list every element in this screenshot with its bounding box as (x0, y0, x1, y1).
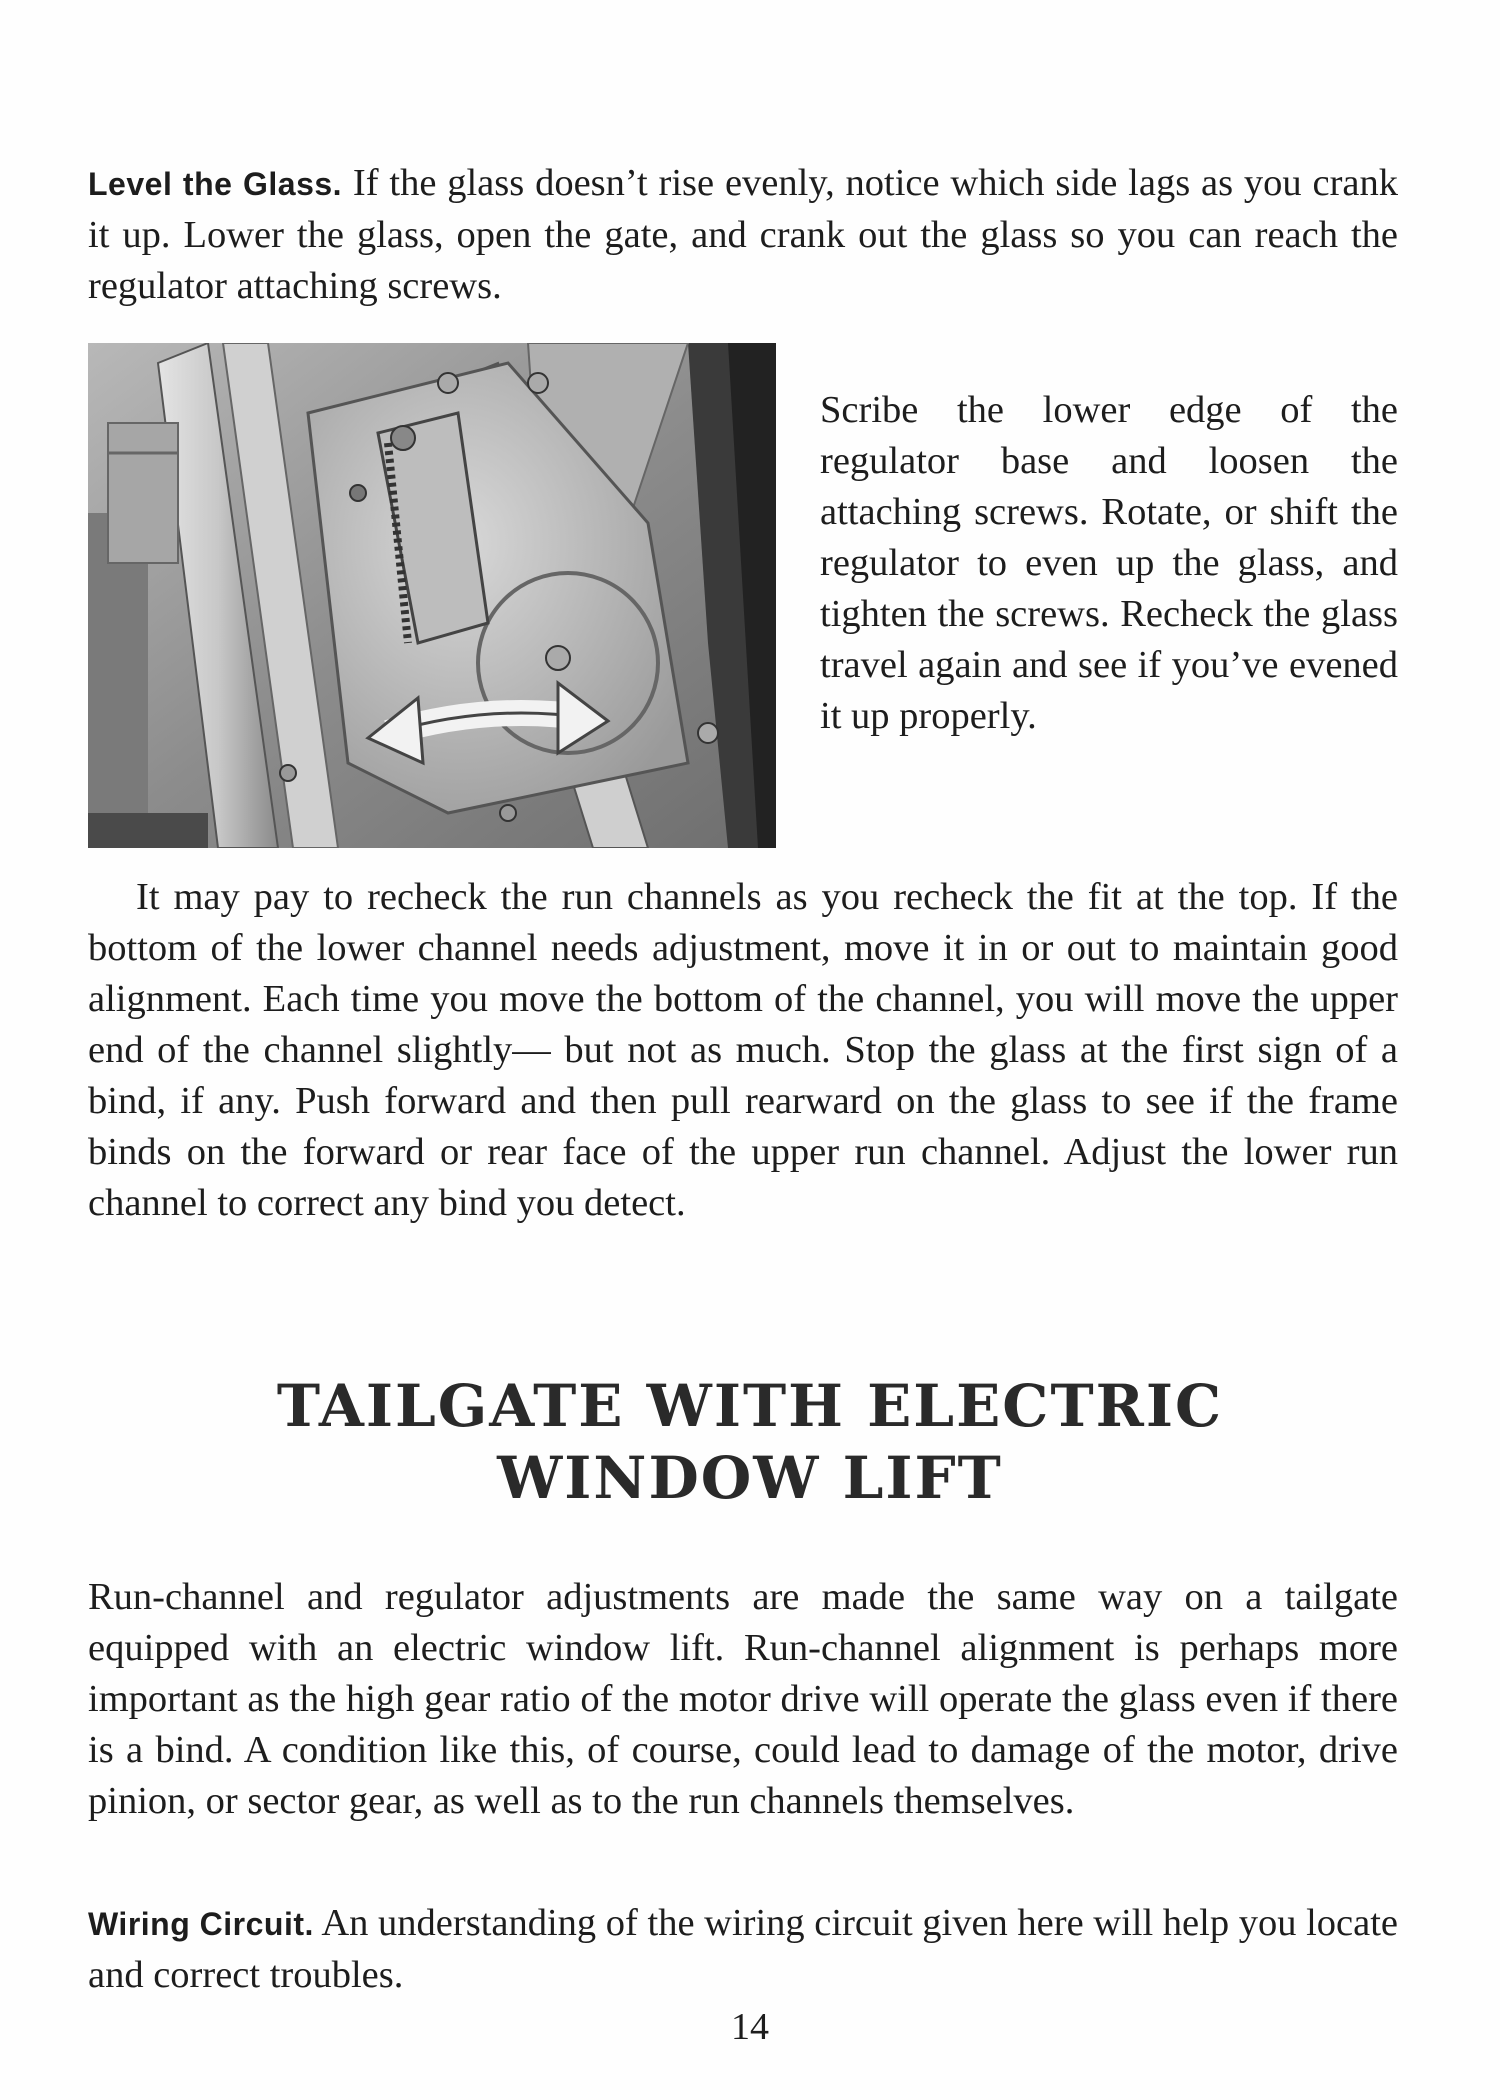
wiring-circuit-text: An understanding of the wiring circuit given here will help you locate and correct troubles. (88, 1902, 1399, 1996)
section-heading (100, 1370, 1400, 1514)
section-heading-line-2: WINDOW LIFT (497, 1444, 1003, 1512)
regulator-instructions: Scribe the lower edge of the regulator base and loosen the attaching screws. Rotate, or shift the regulator to even up the glass, and tighten the screws. Recheck the glass travel again and see if you’ve evened it up properly. (820, 389, 1398, 737)
regulator-photo-image (88, 343, 776, 848)
level-glass-paragraph (88, 158, 1398, 312)
page-number: 14 (731, 2006, 769, 2048)
level-glass-text: If the glass doesn’t rise evenly, notice which side lags as you crank it up. Lower the glass, open the gate, and crank out the glass so you can reach the regulator attaching screws. (88, 162, 1398, 307)
level-glass-heading: Level the Glass. (88, 166, 343, 202)
wiring-circuit-heading: Wiring Circuit. (88, 1906, 314, 1942)
section-heading-line-1: TAILGATE WITH ELECTRIC (276, 1372, 1224, 1440)
electric-lift-paragraph: Run-channel and regulator adjustments are made the same way on a tailgate equipped with an electric window lift. Run-channel alignment is perhaps more important as the high gear ratio of the motor drive will operate the glass even if there is a bind. A condition like this, of course, could lead to damage of the motor, drive pinion, or sector gear, as well as to the run channels themselves. (88, 1576, 1398, 1822)
wiring-circuit-paragraph (88, 1898, 1398, 2001)
run-channel-paragraph: It may pay to recheck the run channels as you recheck the fit at the top. If the bottom of the lower channel needs adjustment, move it in or out to maintain good alignment. Each time you move the bottom of the channel, you will move the upper end of the channel slightly— but not as much. Stop the glass at the first sign of a bind, if any. Push forward and then pull rearward on the glass to see if the frame binds on the forward or rear face of the upper run channel. Adjust the lower run channel to correct any bind you detect. (88, 876, 1398, 1224)
regulator-photo (88, 343, 776, 848)
